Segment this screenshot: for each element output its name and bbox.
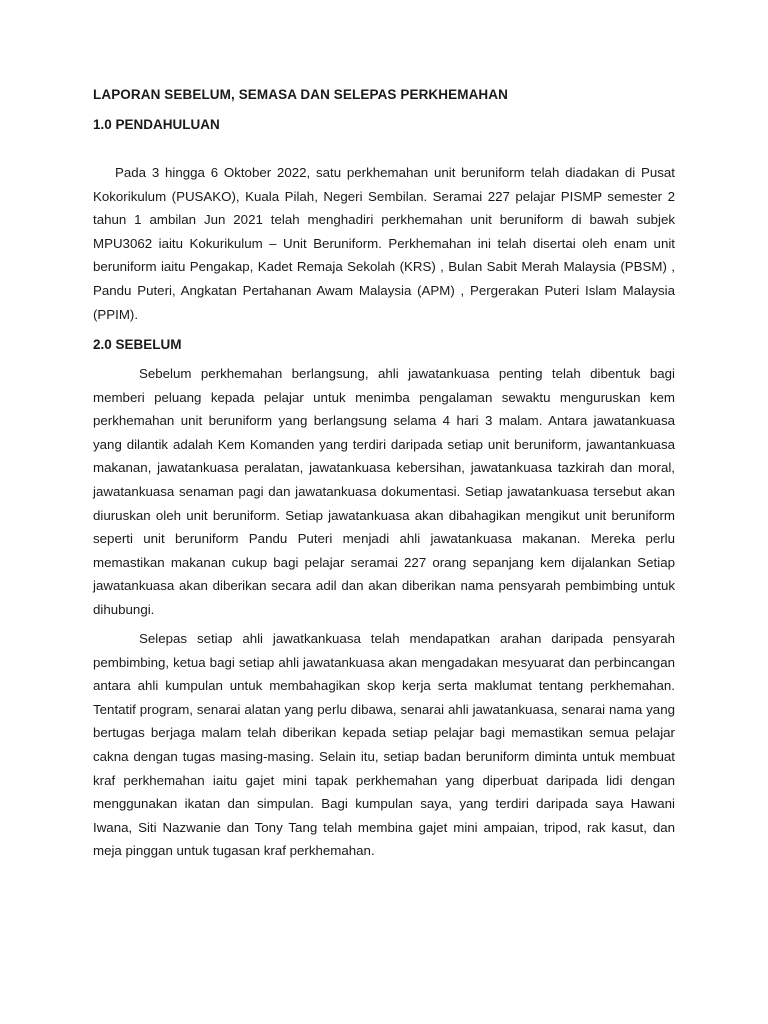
- section-heading-pendahuluan: 1.0 PENDAHULUAN: [93, 117, 220, 132]
- document-title: LAPORAN SEBELUM, SEMASA DAN SELEPAS PERKHEMAHAN: [93, 87, 508, 102]
- section-heading-sebelum: 2.0 SEBELUM: [93, 337, 182, 352]
- paragraph-sebelum-2: Selepas setiap ahli jawatkankuasa telah mendapatkan arahan daripada pensyarah pembimbing, ketua bagi setiap ahli jawatankuasa akan mengadakan mesyuarat dan perbincangan antara ahli kumpulan untuk membahagikan skop kerja serta maklumat tentang perkhemahan. Tentatif program, senarai alatan yang perlu dibawa, senarai ahli jawatankuasa, senarai nama yang bertugas berjaga malam telah diberikan kepada setiap pelajar bagi memastikan semua pelajar cakna dengan tugas masing-masing. Selain itu, setiap badan beruniform diminta untuk membuat kraf perkhemahan iaitu gajet mini tapak perkhemahan yang diperbuat daripada lidi dengan menggunakan ikatan dan simpulan. Bagi kumpulan saya, yang terdiri daripada saya Hawani Iwana, Siti Nazwanie dan Tony Tang telah membina gajet mini ampaian, tripod, rak kasut, dan meja pinggan untuk tugasan kraf perkhemahan.: [93, 631, 675, 859]
- paragraph-sebelum-1: Sebelum perkhemahan berlangsung, ahli jawatankuasa penting telah dibentuk bagi memberi peluang kepada pelajar untuk menimba pengalaman sewaktu menguruskan kem perkhemahan unit beruniform yang berlangsung selama 4 hari 3 malam. Antara jawatankuasa yang dilantik adalah Kem Komanden yang terdiri daripada setiap unit beruniform, jawantankuasa makanan, jawatankuasa peralatan, jawatankuasa kebersihan, jawatankuasa tazkirah dan moral, jawatankuasa senaman pagi dan jawatankuasa dokumentasi. Setiap jawatankuasa tersebut akan diuruskan oleh unit beruniform. Setiap jawatankuasa akan dibahagikan mengikut unit beruniform seperti unit beruniform Pandu Puteri menjadi ahli jawatankuasa makanan. Mereka perlu memastikan makanan cukup bagi pelajar seramai 227 orang sepanjang kem dijalankan Setiap jawatankuasa akan diberikan secara adil dan akan diberikan nama pensyarah pembimbing untuk dihubungi.: [93, 366, 675, 617]
- paragraph-pendahuluan: Pada 3 hingga 6 Oktober 2022, satu perkhemahan unit beruniform telah diadakan di Pusat Kokorikulum (PUSAKO), Kuala Pilah, Negeri Sembilan. Seramai 227 pelajar PISMP semester 2 tahun 1 ambilan Jun 2021 telah menghadiri perkhemahan unit beruniform di bawah subjek MPU3062 iaitu Kokurikulum – Unit Beruniform. Perkhemahan ini telah disertai oleh enam unit beruniform iaitu Pengakap, Kadet Remaja Sekolah (KRS) , Bulan Sabit Merah Malaysia (PBSM) , Pandu Puteri, Angkatan Pertahanan Awam Malaysia (APM) , Pergerakan Puteri Islam Malaysia (PPIM).: [93, 165, 675, 322]
